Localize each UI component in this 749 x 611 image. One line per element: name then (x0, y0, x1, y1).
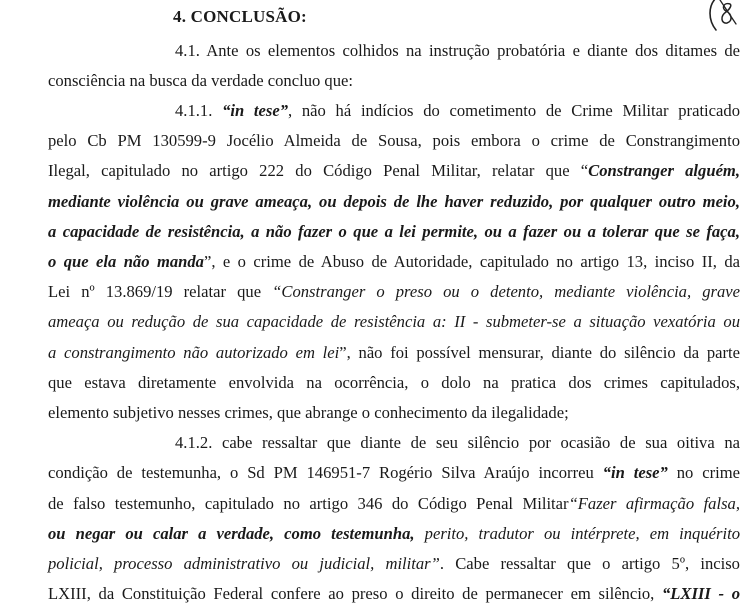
text-run: , não há indícios do cometimento de Crime Militar praticado (288, 101, 740, 120)
text-run: consciência na busca da verdade concluo que: (48, 71, 353, 90)
emphasis-run: “in tese” (222, 101, 289, 120)
text-run: pelo Cb PM 130599-9 Jocélio Almeida de Sousa, pois embora o crime de Constrangimento (48, 131, 740, 150)
text-run: 4.1. Ante os elementos colhidos na instrução probatória e diante dos ditames de (175, 41, 740, 60)
text-run: que estava diretamente envolvida na ocorrência, o dolo na pratica dos crimes capitulados, (48, 373, 740, 392)
paragraph-line (48, 463, 740, 483)
emphasis-run: ameaça ou redução de sua capacidade de resistência a: II - submeter-se a situação vexatória ou (48, 312, 740, 331)
paragraph-line (48, 312, 740, 332)
section-heading: 4. CONCLUSÃO: (173, 7, 307, 26)
emphasis-run: policial, processo administrativo ou judicial, militar” (48, 554, 440, 573)
emphasis-run: “LXIII - o (661, 584, 740, 603)
paragraph-line (48, 222, 740, 242)
text-run: Ilegal, capitulado no artigo 222 do Código Penal Militar, relatar que “ (48, 161, 589, 180)
paragraph-line (175, 101, 740, 121)
text-run: ”, não foi possível mensurar, diante do silêncio da parte (339, 343, 740, 362)
text-run: LXIII, da Constituição Federal confere ao preso o direito de permanecer em silêncio, (48, 584, 662, 603)
paragraph-line (48, 554, 740, 574)
paragraph-line (48, 373, 740, 393)
paragraph-line (175, 433, 740, 453)
paragraph-line (48, 282, 740, 302)
paragraph-line (175, 41, 740, 61)
text-run: 4.1.2. cabe ressaltar que diante de seu silêncio por ocasião de sua oitiva na (175, 433, 740, 452)
page-number-mark (704, 0, 744, 34)
emphasis-run: a constrangimento não autorizado em lei (48, 343, 340, 362)
paragraph-line (48, 494, 740, 514)
emphasis-run: “Fazer afirmação falsa, (568, 494, 740, 513)
emphasis-run: ou negar ou calar a verdade, como testemunha, (48, 524, 415, 543)
paragraph-line (48, 252, 740, 272)
paragraph-line (48, 131, 740, 151)
paragraph-line (48, 161, 740, 181)
emphasis-run: “Constranger o preso ou o detento, mediante violência, grave (272, 282, 740, 301)
emphasis-run: “in tese” (602, 463, 668, 482)
emphasis-run: a capacidade de resistência, a não fazer o que a lei permite, ou a fazer ou a tolerar que se faça, (48, 222, 740, 241)
text-run: Lei nº 13.869/19 relatar que (48, 282, 273, 301)
text-run: ”, e o crime de Abuso de Autoridade, capitulado no artigo 13, inciso II, da (203, 252, 740, 271)
text-run: de falso testemunho, capitulado no artigo 346 do Código Penal Militar (48, 494, 569, 513)
paragraph-line (48, 403, 740, 423)
paragraph-line (48, 343, 740, 363)
emphasis-run: Constranger alguém, (588, 161, 740, 180)
handwritten-page-number-icon (704, 0, 744, 34)
emphasis-run: mediante violência ou grave ameaça, ou depois de lhe haver reduzido, por qualquer outro meio, (48, 192, 740, 211)
paragraph-line (48, 584, 740, 604)
paragraph-line (48, 71, 740, 91)
paragraph-line (48, 192, 740, 212)
text-run: 4.1.1. (175, 101, 223, 120)
text-run: no crime (667, 463, 740, 482)
text-run: . Cabe ressaltar que o artigo 5º, inciso (439, 554, 740, 573)
emphasis-run: o que ela não manda (48, 252, 204, 271)
text-run: elemento subjetivo nesses crimes, que abrange o conhecimento da ilegalidade; (48, 403, 569, 422)
text-run: condição de testemunha, o Sd PM 146951-7 Rogério Silva Araújo incorreu (48, 463, 603, 482)
paragraph-line (48, 524, 740, 544)
emphasis-run: perito, tradutor ou intérprete, em inquérito (414, 524, 740, 543)
